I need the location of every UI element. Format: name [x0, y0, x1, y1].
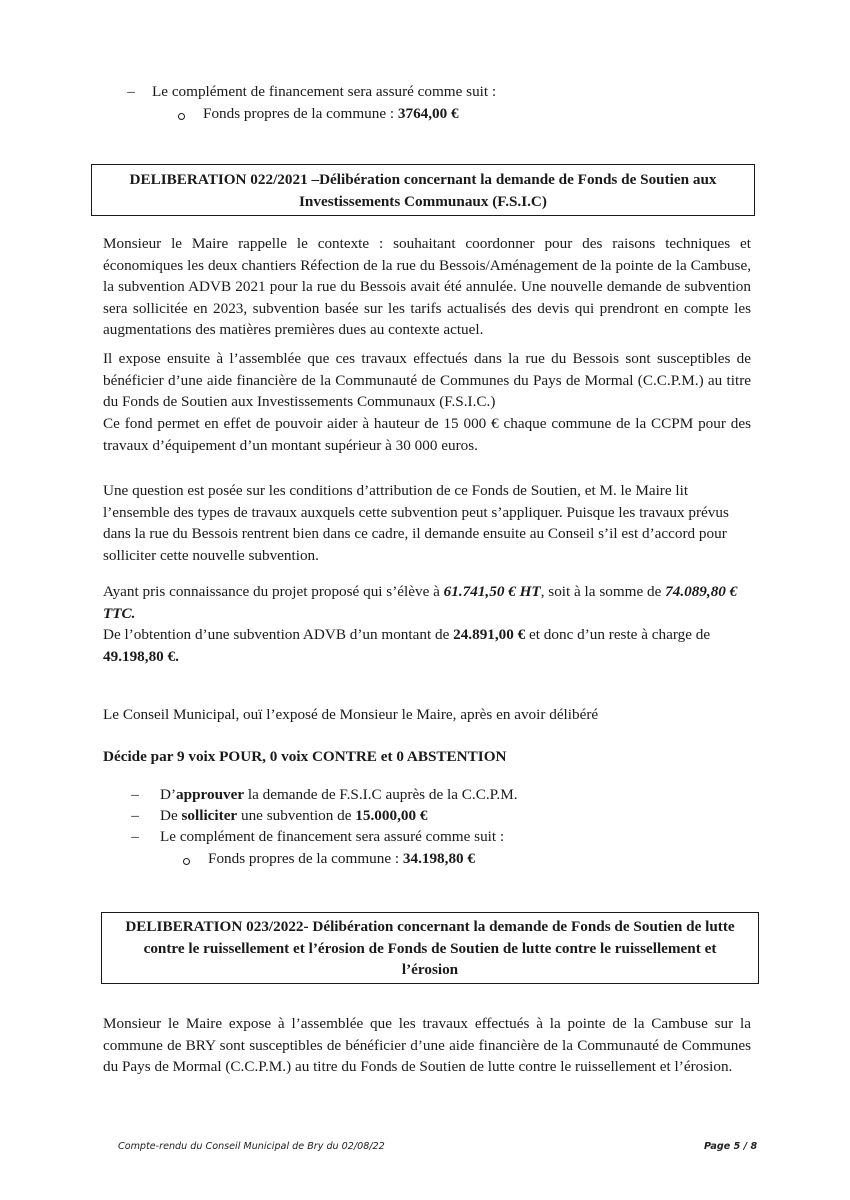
deliberation-022-title-line2: Investissements Communaux (F.S.I.C) — [299, 192, 547, 210]
deliberation-023-title-line3: l’érosion — [401, 961, 459, 978]
approuver-prefix: D’ — [160, 786, 177, 803]
obtention-amount: 24.891,00 € — [453, 626, 526, 643]
solliciter-mid: une subvention de — [237, 807, 356, 824]
deliberation-022-paragraph2a: Il expose ensuite à l’assemblée que ces travaux effectués dans la rue du Bessois sont susceptibles de bénéficier d’une aide financière de la Communauté de Communes du Pays de Mormal (C.C.P.M.) au titre du Fonds de Soutien aux Investissements Communaux (F.S.I.C.) — [103, 350, 751, 410]
deliberation-023-title-box — [101, 912, 759, 984]
solliciter-amount: 15.000,00 € — [355, 807, 428, 824]
projet-prefix: Ayant pris connaissance du projet proposé qui s’élève à — [103, 583, 444, 600]
decide-text: Décide par 9 voix POUR, 0 voix CONTRE et 0 ABSTENTION — [103, 748, 507, 765]
fonds-propres-value: 3764,00 € — [397, 105, 459, 122]
deliberation-022-paragraph2b: Ce fond permet en effet de pouvoir aider à hauteur de 15 000 € chaque commune de la CCPM pour des travaux d’équipement d’un montant supérieur à 30 000 euros. — [103, 415, 751, 454]
deliberation-023-title-line2: contre le ruissellement et l’érosion de Fonds de Soutien de lutte contre le ruissellement et — [143, 939, 717, 957]
bullet-circle-icon — [183, 858, 190, 865]
obtention-reste: 49.198,80 €. — [103, 647, 179, 665]
approuver-bold: approuver — [176, 786, 245, 803]
fonds-propres-label-2: Fonds propres de la commune : — [208, 850, 403, 867]
fonds-propres-line — [203, 105, 459, 123]
fonds-propres-item — [208, 850, 475, 868]
deliberation-022-title-line1: DELIBERATION 022/2021 –Délibération concernant la demande de Fonds de Soutien aux — [129, 171, 717, 188]
projet-mid: , soit à la somme de — [540, 583, 666, 600]
obtention-mid: et donc d’un reste à charge de — [525, 626, 711, 643]
approuver-rest: la demande de F.S.I.C auprès de la C.C.P.M. — [244, 786, 518, 803]
deliberation-023-title-line1: DELIBERATION 023/2022- Délibération concernant la demande de Fonds de Soutien de lutte — [125, 918, 735, 935]
deliberation-022-paragraph1: Monsieur le Maire rappelle le contexte : souhaitant coordonner pour des raisons techniques et économiques les deux chantiers Réfection de la rue du Bessois/Aménagement de la pointe de la Cambuse, la subvention ADVB 2021 pour la rue du Bessois avait été annulée. Une nouvelle demande de subvention sera sollicitée en 2023, subvention basée sur les tarifs actualisés des devis qui prendront en compte les augmentations des matières premières dues au contexte actuel. — [103, 235, 751, 338]
deliberation-022-title-box — [91, 164, 755, 216]
deliberation-023-paragraph1: Monsieur le Maire expose à l’assemblée que les travaux effectués à la pointe de la Cambuse sur la commune de BRY sont susceptibles de bénéficier d’une aide financière de la Communauté de Communes du Pays de Mormal (C.C.P.M.) au titre du Fonds de Soutien de lutte contre le ruissellement et l’érosion. — [103, 1015, 751, 1075]
bullet-dash-icon: – — [127, 83, 135, 100]
footer-page-number: Page 5 / 8 — [704, 1141, 758, 1152]
fonds-propres-label: Fonds propres de la commune : — [203, 105, 398, 122]
deliberation-022-paragraph3: Une question est posée sur les conditions d’attribution de ce Fonds de Soutien, et M. le Maire lit l’ensemble des types de travaux auxquels cette subvention peut s’appliquer. Puisque les travaux prévus dans la rue du Bessois rentrent bien dans ce cadre, il demande ensuite au Conseil s’il est d’accord pour solliciter cette nouvelle subvention. — [103, 482, 729, 564]
obtention-prefix: De l’obtention d’une subvention ADVB d’un montant de — [103, 626, 454, 643]
solliciter-item — [160, 807, 427, 825]
complement-text: Le complément de financement sera assuré comme suit : — [152, 83, 497, 100]
projet-ht-amount: 61.741,50 € HT — [443, 583, 541, 600]
footer-left: Compte-rendu du Conseil Municipal de Bry du 02/08/22 — [118, 1141, 385, 1152]
projet-ttc-amount: 74.089,80 € TTC. — [103, 583, 738, 622]
solliciter-bold: solliciter — [181, 807, 238, 824]
bullet-dash-icon: – — [131, 828, 139, 845]
complement-item: Le complément de financement sera assuré comme suit : — [160, 828, 505, 845]
approuver-item — [160, 786, 518, 804]
solliciter-prefix: De — [160, 807, 182, 824]
fonds-propres-value-2: 34.198,80 € — [402, 850, 476, 867]
bullet-dash-icon: – — [131, 786, 139, 803]
projet-paragraph — [103, 581, 751, 624]
conseil-text: Le Conseil Municipal, ouï l’exposé de Monsieur le Maire, après en avoir délibéré — [103, 706, 599, 723]
bullet-dash-icon: – — [131, 807, 139, 824]
bullet-circle-icon — [178, 113, 185, 120]
obtention-paragraph — [103, 624, 751, 667]
